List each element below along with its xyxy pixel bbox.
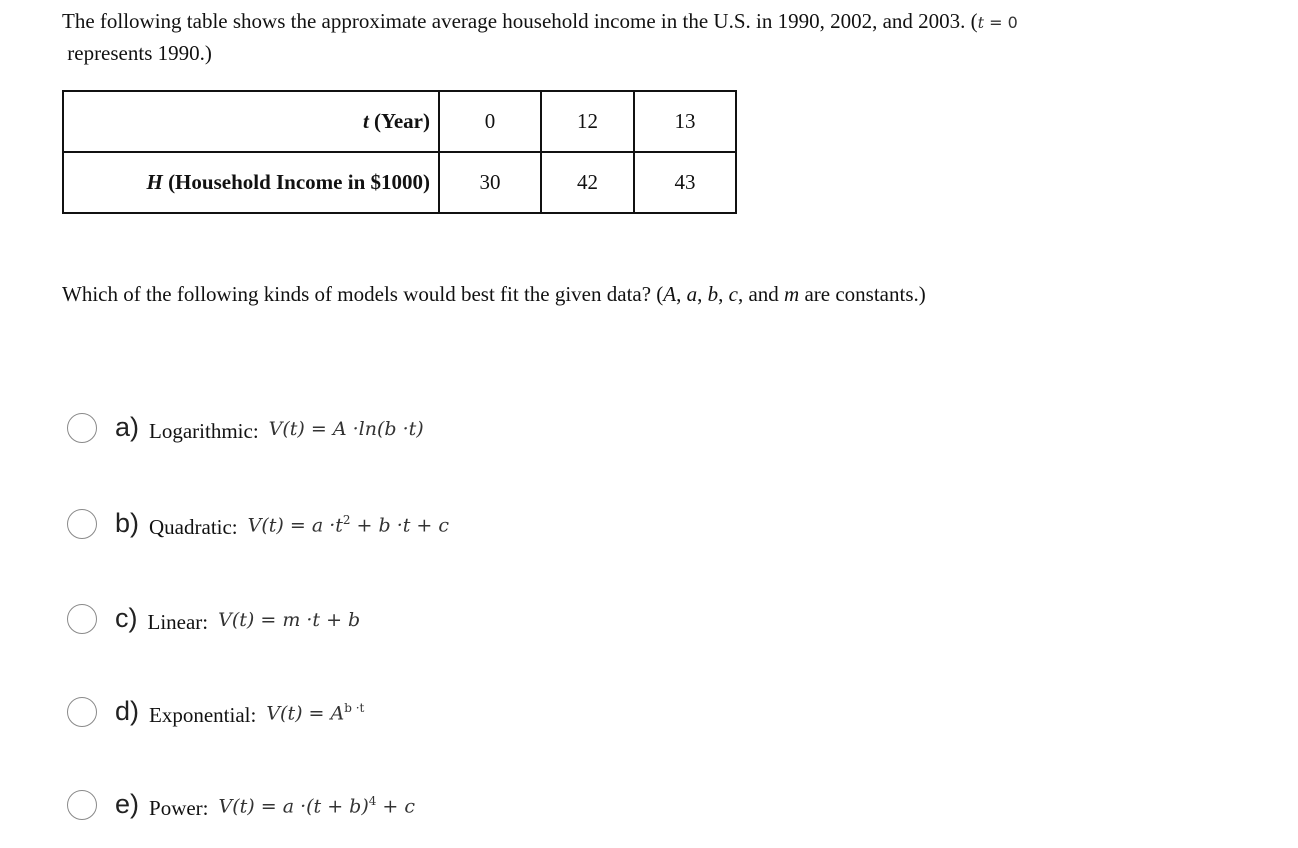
option-label: Power: — [149, 796, 209, 820]
table-row-year — [63, 91, 736, 152]
formula-eq: = — [304, 417, 333, 440]
formula-eq: = — [302, 702, 331, 725]
formula-lhs: V(t) — [268, 417, 305, 440]
option-label: Quadratic: — [149, 515, 238, 539]
formula-lhs: V(t) — [266, 702, 303, 725]
option-letter: e) — [115, 789, 140, 819]
formula-rhs: A — [330, 702, 345, 725]
question-text — [62, 279, 926, 309]
option-c-linear[interactable] — [67, 603, 360, 634]
var-a: a — [686, 282, 698, 306]
option-letter: d) — [115, 696, 140, 726]
header-var: H — [146, 170, 163, 194]
var-A: A — [663, 282, 677, 306]
sep: , — [697, 282, 708, 306]
sep: , — [718, 282, 729, 306]
table-cell: 13 — [634, 91, 736, 152]
option-letter: c) — [115, 603, 138, 633]
intro-tail: represents 1990.) — [67, 41, 212, 65]
intro-eq-var: t — [977, 13, 985, 32]
option-formula — [269, 418, 424, 440]
option-e-power[interactable] — [67, 789, 415, 820]
intro-eq-rest: = 0 — [984, 13, 1018, 32]
radio-button[interactable] — [67, 413, 97, 443]
radio-button[interactable] — [67, 697, 97, 727]
formula-exponent: 4 — [368, 793, 377, 808]
table-cell: 30 — [439, 152, 541, 213]
option-letter: b) — [115, 508, 140, 538]
income-table — [62, 90, 737, 214]
formula-lhs: V(t) — [218, 608, 255, 631]
option-b-quadratic[interactable] — [67, 508, 449, 539]
formula-eq: = — [283, 514, 312, 537]
formula-rhs: a ·(t + b) — [282, 795, 369, 818]
option-formula — [248, 513, 449, 536]
option-formula — [219, 794, 416, 817]
table-row-income — [63, 152, 736, 213]
table-cell: 0 — [439, 91, 541, 152]
option-formula — [218, 609, 360, 631]
header-text: (Household Income in $1000) — [162, 170, 430, 194]
formula-lhs: V(t) — [218, 795, 255, 818]
formula-rhs: a ·t — [311, 514, 343, 537]
formula-exponent: b ·t — [344, 700, 365, 715]
header-var: t — [362, 109, 369, 133]
radio-button[interactable] — [67, 604, 97, 634]
table-cell: 12 — [541, 91, 634, 152]
table-cell: 43 — [634, 152, 736, 213]
option-d-exponential[interactable] — [67, 696, 364, 727]
table-cell: 42 — [541, 152, 634, 213]
var-c: c — [728, 282, 738, 306]
var-b: b — [707, 282, 719, 306]
var-m: m — [784, 282, 800, 306]
formula-rhs: m ·t + b — [282, 608, 361, 631]
radio-button[interactable] — [67, 790, 97, 820]
formula-eq: = — [254, 608, 283, 631]
option-label: Linear: — [147, 610, 209, 634]
problem-intro — [62, 6, 1262, 68]
row-header-income — [63, 152, 439, 213]
option-letter: a) — [115, 412, 140, 442]
formula-rhs: A ·ln(b ·t) — [332, 417, 424, 440]
radio-button[interactable] — [67, 509, 97, 539]
sep: , — [676, 282, 687, 306]
formula-lhs: V(t) — [247, 514, 284, 537]
formula-exponent: 2 — [342, 512, 351, 527]
sep: , and — [737, 282, 785, 306]
option-formula — [266, 701, 364, 724]
formula-rhs-tail: + c — [376, 795, 416, 818]
option-label: Exponential: — [149, 703, 257, 727]
question-pre: Which of the following kinds of models would best fit the given data? ( — [62, 282, 664, 306]
option-a-logarithmic[interactable] — [67, 412, 424, 443]
formula-rhs-tail: + b ·t + c — [350, 514, 450, 537]
question-post: are constants.) — [799, 282, 926, 306]
row-header-year — [63, 91, 439, 152]
intro-equation — [978, 13, 1018, 32]
intro-text: The following table shows the approximate average household income in the U.S. in 1990, 2002, and 2003. ( — [62, 9, 978, 33]
formula-eq: = — [254, 795, 283, 818]
option-label: Logarithmic: — [149, 419, 259, 443]
header-text: (Year) — [368, 109, 430, 133]
